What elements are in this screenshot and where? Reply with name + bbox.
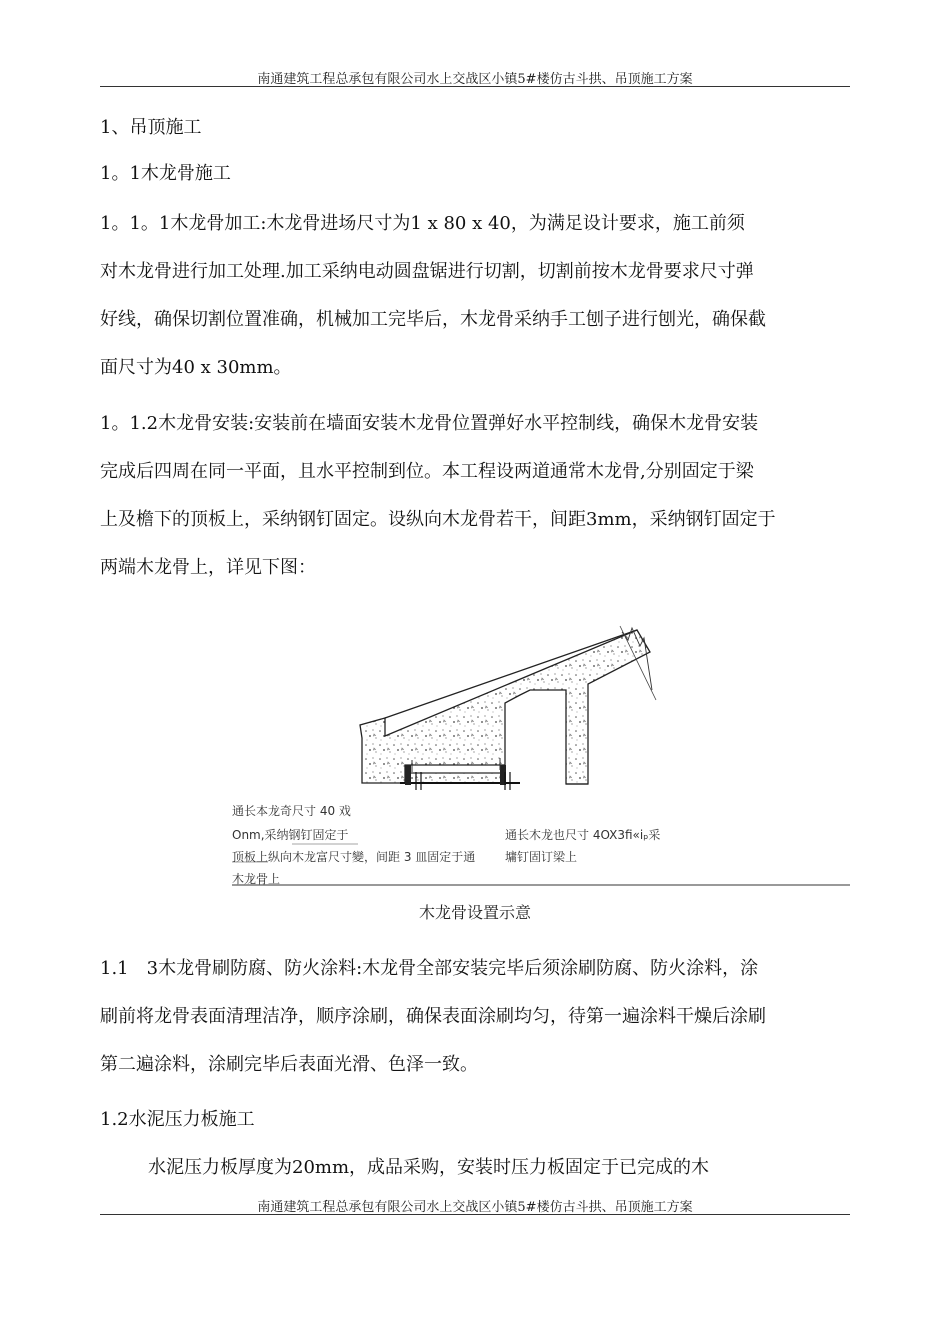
text-line: 上及檐下的顶板上，采纳钢钉固定。设纵向木龙骨若干，间距3mm，采纳钢钉固定于 xyxy=(100,509,776,530)
figure-label-left-2: Onm,采纳钢钉固定于 xyxy=(232,828,349,842)
text-line: 对木龙骨进行加工处理.加工采纳电动圆盘锯进行切割，切割前按木龙骨要求尺寸弹 xyxy=(100,261,754,282)
figure-label-left-3: 顶板上纵向木龙富尺寸變，间距 3 皿固定于通 xyxy=(232,850,476,864)
text-line: 刷前将龙骨表面清理洁净，顺序涂刷，确保表面涂刷均匀，待第一遍涂料干燥后涂刷 xyxy=(100,1006,766,1027)
section-title-1: 1、吊顶施工 xyxy=(100,117,202,138)
paragraph-1-1-3 xyxy=(100,945,852,1089)
figure-label-left-3b: 墉钉固订梁上 xyxy=(505,850,578,864)
roof-slab-concrete xyxy=(360,630,650,784)
figure-label-left-1: 通长本龙奇尺寸 40 戏 xyxy=(232,804,351,818)
longitudinal-wood-keel xyxy=(410,773,503,783)
section-title-1-1: 1。1木龙骨施工 xyxy=(100,163,231,184)
page-footer: 南通建筑工程总承包有限公司水上交战区小镇5#楼仿古斗拱、吊顶施工方案 xyxy=(257,1200,693,1215)
section-title-1-2: 1.2水泥压力板施工 xyxy=(100,1109,255,1130)
text-line: 好线，确保切割位置准确，机械加工完毕后，木龙骨采纳手工刨子进行刨光，确保截 xyxy=(100,309,766,330)
text-line: 第二遍涂料，涂刷完毕后表面光滑、色泽一致。 xyxy=(100,1054,478,1075)
text-line: 1。1。1木龙骨加工:木龙骨进场尺寸为1 x 80 x 40，为满足设计要求，施工前须 xyxy=(100,213,745,234)
text-line: 完成后四周在同一平面，且水平控制到位。本工程设两道通常木龙骨,分别固定于梁 xyxy=(100,461,754,482)
text-line: 1.1 3木龙骨刷防腐、防火涂料:木龙骨全部安装完毕后须涂刷防腐、防火涂料，涂 xyxy=(100,958,759,979)
page-header: 南通建筑工程总承包有限公司水上交战区小镇5#楼仿古斗拱、吊顶施工方案 xyxy=(257,72,693,87)
figure-label-left-4: 木龙骨上 xyxy=(232,872,281,886)
left-keel-block xyxy=(405,765,411,785)
text-line: 1。1.2木龙骨安装:安装前在墙面安装木龙骨位置弹好水平控制线，确保木龙骨安装 xyxy=(100,413,759,434)
text-line: 面尺寸为40 x 30mm。 xyxy=(100,357,292,378)
paragraph-1-2-first: 水泥压力板厚度为20mm，成品采购，安装时压力板固定于已完成的木 xyxy=(148,1157,710,1178)
figure-caption: 木龙骨设置示意 xyxy=(418,903,531,922)
figure-label-right: 通长木龙也尺寸 4OX3fi«iₚ采 xyxy=(505,828,661,842)
text-line: 两端木龙骨上，详见下图： xyxy=(100,557,316,578)
footer-rule xyxy=(100,1214,850,1215)
